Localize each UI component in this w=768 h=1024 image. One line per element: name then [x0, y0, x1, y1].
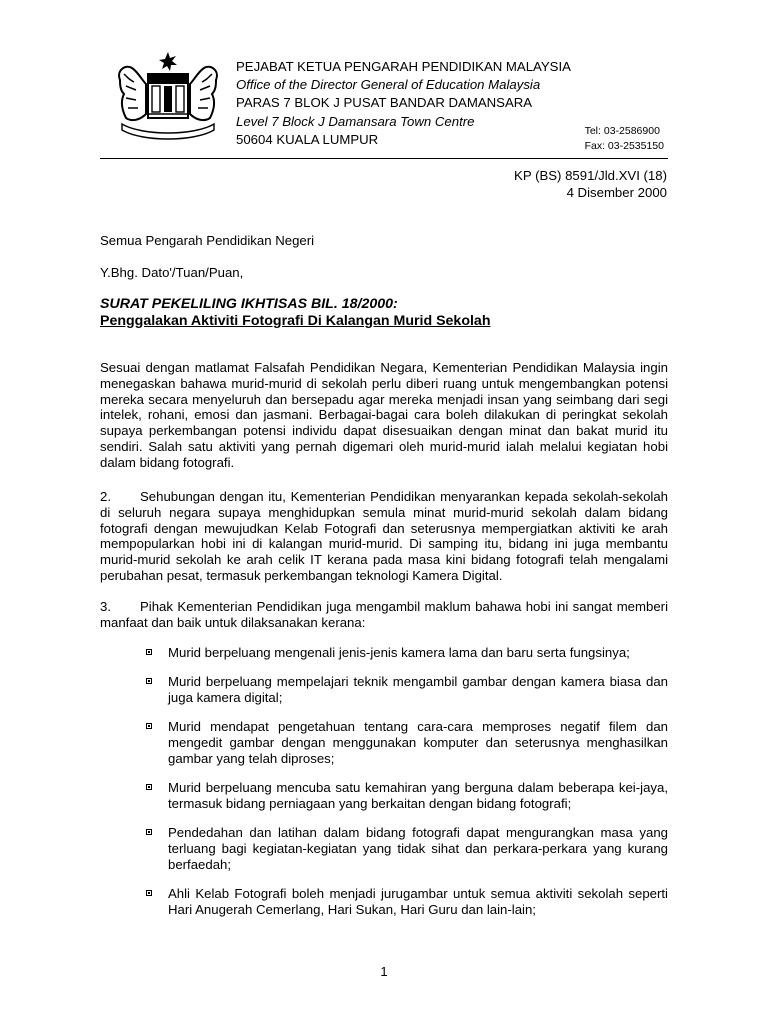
letterhead-address-english: Level 7 Block J Damansara Town Centre: [236, 113, 475, 129]
paragraph-2-text: Sehubungan dengan itu, Kementerian Pendidikan menyarankan kepada sekolah-sekolah di seluruh negara supaya menghidupkan semula minat murid-murid sekolah dalam bidang fotografi dengan mewujudkan Kelab Fotografi dan seterusnya mempergiatkan aktiviti ke arah mempopularkan hobi ini di kalangan murid-murid. Di samping itu, bidang ini juga membantu murid-murid sekolah ke arah celik IT kerana pada masa kini bidang fotografi telah mengalami perubahan pesat, termasuk perkembangan teknologi Kamera Digital.: [100, 489, 668, 583]
reference-block: [514, 167, 667, 201]
fax-number: Fax: 03-2535150: [584, 139, 664, 152]
paragraph-3: [100, 599, 668, 631]
list-item: Murid berpeluang mencuba satu kemahiran yang berguna dalam beberapa kei-jaya, termasuk bidang perniagaan yang berkaitan dengan bidang fotografi;: [100, 780, 668, 812]
paragraph-number: 3.: [100, 599, 111, 614]
contact-info: [585, 124, 664, 153]
letterhead-office-malay: PEJABAT KETUA PENGARAH PENDIDIKAN MALAYSIA: [236, 59, 571, 74]
letterhead-address-malay: PARAS 7 BLOK J PUSAT BANDAR DAMANSARA: [236, 95, 533, 111]
recipient: Semua Pengarah Pendidikan Negeri: [100, 233, 315, 248]
checkbox-bullet-icon: [146, 890, 152, 896]
subject-block: [100, 296, 490, 329]
paragraph-1: Sesuai dengan matlamat Falsafah Pendidikan Negara, Kementerian Pendidikan Malaysia ingin menegaskan bahawa murid-murid di sekolah perlu diberi ruang untuk mengembangkan potensi mereka secara menyeluruh dan bersepadu agar mereka menjadi insan yang seimbang dari segi intelek, rohani, emosi dan jasmani. Berbagai-bagai cara boleh dilakukan di peringkat sekolah supaya perkembangan potensi individu dapat disesuaikan dengan minat dan bakat murid itu sendiri. Salah satu aktiviti yang pernah digemari oleh murid-murid ialah melalui kegiatan hobi dalam bidang fotografi.: [100, 360, 668, 470]
coat-of-arms-icon: [112, 50, 224, 142]
page-number: 1: [380, 964, 388, 979]
telephone-number: Tel: 03-2586900: [584, 125, 660, 137]
paragraph-number: 2.: [100, 489, 111, 504]
checkbox-bullet-icon: [146, 784, 152, 790]
list-item: Ahli Kelab Fotografi boleh menjadi jurugambar untuk semua aktiviti sekolah seperti Hari Anugerah Cemerlang, Hari Sukan, Hari Guru dan lain-lain;: [100, 886, 668, 918]
checkbox-bullet-icon: [146, 678, 152, 684]
list-item: Murid berpeluang mengenali jenis-jenis kamera lama dan baru serta fungsinya;: [100, 645, 668, 661]
letter-date: 4 Disember 2000: [566, 185, 667, 200]
salutation: Y.Bhg. Dato'/Tuan/Puan,: [100, 265, 244, 280]
subject-title: SURAT PEKELILING IKHTISAS BIL. 18/2000:: [100, 296, 398, 312]
paragraph-3-text: Pihak Kementerian Pendidikan juga mengambil maklum bahawa hobi ini sangat memberi manfaat dan baik untuk dilaksanakan kerana:: [100, 599, 668, 630]
letterhead-office-english: Office of the Director General of Education Malaysia: [236, 77, 541, 93]
checkbox-bullet-icon: [146, 829, 152, 835]
list-item: Pendedahan dan latihan dalam bidang fotografi dapat mengurangkan masa yang terluang bagi kegiatan-kegiatan yang tidak sihat dan perkara-perkara yang kurang berfaedah;: [100, 825, 668, 872]
checkbox-bullet-icon: [146, 723, 152, 729]
list-item: Murid mendapat pengetahuan tentang cara-cara memproses negatif filem dan mengedit gambar dengan menggunakan komputer dan seterusnya menghasilkan gambar yang telah diproses;: [100, 719, 668, 766]
letterhead-postcode-city: 50604 KUALA LUMPUR: [236, 131, 379, 147]
list-item: Murid berpeluang mempelajari teknik mengambil gambar dengan kamera biasa dan juga kamera digital;: [100, 674, 668, 706]
subject-subtitle: Penggalakan Aktiviti Fotografi Di Kalangan Murid Sekolah: [100, 312, 491, 329]
reference-number: KP (BS) 8591/Jld.XVI (18): [514, 168, 667, 183]
benefit-list: [100, 645, 668, 931]
checkbox-bullet-icon: [146, 649, 152, 655]
paragraph-2: [100, 489, 668, 584]
letterhead-divider: [100, 158, 668, 159]
letterhead: [236, 58, 571, 149]
